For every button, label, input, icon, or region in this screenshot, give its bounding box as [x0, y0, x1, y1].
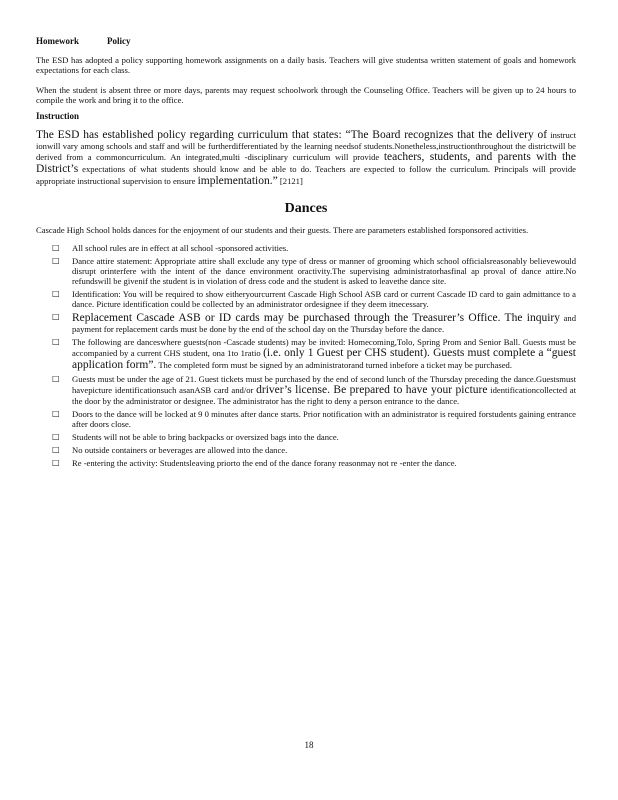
list-item-text: Students will not be able to bring backpacks or oversized bags into the dance. [72, 432, 339, 442]
bullet-icon: □ [52, 312, 60, 321]
instruction-body-2: expectations of what students should know and be able to do. Teachers are expected to follow the curriculum. Principals will provide appropriate instructional supervision to ensure [36, 164, 576, 186]
list-item-text: Re -entering the activity: Studentsleaving priorto the end of the dance forany reasonmay not re -enter the dance. [72, 458, 457, 468]
list-item-text: Identification: You will be required to show eitheryourcurrent Cascade High School ASB card or current Cascade ID card to gain admittance to a dance. Picture identification could be collected by an administrator ordesignee if they deem itnecessary. [72, 289, 576, 309]
list-item-text: Guests must be under the age of 21. Guest tickets must be purchased by the end of second lunch of the Thursday preceding the dance.Guestsmust havepicture identificationsuch asanASB card and/or [72, 374, 576, 395]
bullet-icon: □ [52, 337, 60, 346]
instruction-body-1: instruct ionwill vary among schools and staff and will be furtherdifferentiated by the learning needsof students.Nonetheless,instructionthroughout the districtwill be derived from a commoncurriculum. An integrated,multi -disciplinary curriculum will provide [36, 130, 576, 162]
bullet-icon: □ [52, 445, 60, 454]
bullet-icon: □ [52, 409, 60, 418]
list-item-text: Doors to the dance will be locked at 9 0 minutes after dance starts. Prior notification with an administrator is required forstudents gaining entrance after doors close. [72, 409, 576, 429]
list-item [52, 312, 576, 334]
homework-heading-right: Policy [107, 36, 131, 46]
instruction-citation: [2121] [279, 176, 303, 186]
dances-title: Dances [284, 201, 328, 216]
instruction-big-2: implementation.” [197, 175, 278, 187]
list-item-text: All school rules are in effect at all school -sponsored activities. [72, 243, 289, 253]
list-item [52, 289, 576, 309]
bullet-icon: □ [52, 374, 60, 383]
list-item [52, 432, 576, 442]
list-item-text: The following are danceswhere guests(non -Cascade students) may be invited: Homecoming,Tolo, Spring Prom and Senior Ball. Guests must be accompanied by a current CHS student, ona 1to 1ratio [72, 337, 576, 358]
dances-intro: Cascade High School holds dances for the enjoyment of our students and their guests. There are parameters established forsponsored activities. [36, 225, 529, 235]
homework-paragraph-1: The ESD has adopted a policy supporting homework assignments on a daily basis. Teachers will give studentsa written statement of goals and homework expectations for each class. [36, 55, 576, 75]
list-item-text: Dance attire statement: Appropriate attire shall exclude any type of dress or manner of grooming which school officialsreasonably believewould disrupt orinterfere with the intent of the dance environment oractivity.The supervising administratorhasfinal ap proval of dance attire.No refundswill be givenif the student is in violation of dress code and the student is asked to leavethe dance site. [72, 256, 576, 286]
document-page [36, 36, 576, 471]
homework-heading-left: Homework [36, 36, 79, 46]
list-item [52, 256, 576, 286]
dances-rules-list [36, 243, 576, 468]
page-number: 18 [304, 740, 314, 750]
homework-paragraph-2: When the student is absent three or more days, parents may request schoolwork through the Counseling Office. Teachers will be given up to 24 hours to compile the work and bring it to the office. [36, 85, 576, 105]
bullet-icon: □ [52, 256, 60, 265]
bullet-icon: □ [52, 432, 60, 441]
list-item [52, 243, 576, 253]
list-item-text: and payment for replacement cards must be done by the end of the school day on the Thursday before the dance. [72, 313, 576, 334]
bullet-icon: □ [52, 458, 60, 467]
list-item-text: (i.e. only 1 Guest per CHS student). Guests must complete a “guest application form”. [72, 347, 577, 371]
instruction-heading: Instruction [36, 111, 80, 121]
list-item [52, 445, 576, 455]
list-item-text: No outside containers or beverages are allowed into the dance. [72, 445, 288, 455]
list-item [52, 374, 576, 406]
bullet-icon: □ [52, 289, 60, 298]
list-item [52, 409, 576, 429]
instruction-big-1: teachers, students, and parents with the District’s [36, 151, 576, 175]
list-item-text: The completed form must be signed by an administratorand turned inbefore a ticket may be purchased. [158, 360, 512, 370]
list-item-text: driver’s license. Be prepared to have your picture [256, 384, 488, 396]
list-item-text: Replacement Cascade ASB or ID cards may be purchased through the Treasurer’s Office. The inquiry [72, 312, 560, 324]
instruction-paragraph [36, 129, 576, 187]
list-item [52, 337, 576, 371]
list-item [52, 458, 576, 468]
instruction-lead: The ESD has established policy regarding curriculum that states: “The Board recognizes that the delivery of [36, 129, 548, 141]
bullet-icon: □ [52, 243, 60, 252]
list-item-text: identificationcollected at the door by the administrator or designee. The administrator has the right to deny a person entrance to the dance. [72, 385, 576, 406]
homework-heading [36, 36, 576, 46]
